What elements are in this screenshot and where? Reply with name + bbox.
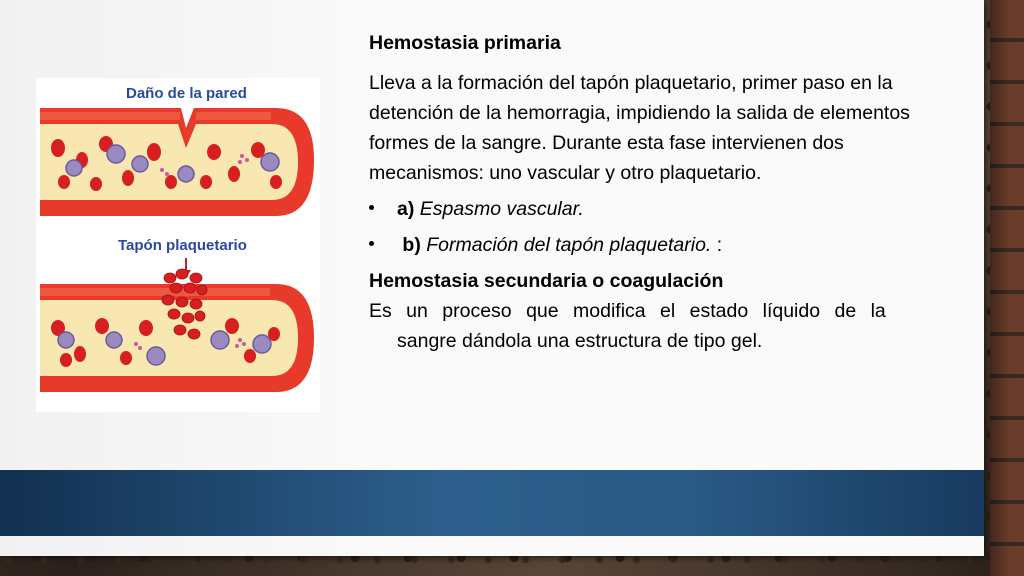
bullet-dot-icon: [369, 205, 374, 210]
bullet-text: Formación del tapón plaquetario.: [426, 234, 712, 256]
damaged-vessel: [40, 108, 314, 216]
heading-secondary-hemostasis: Hemostasia secundaria o coagulación: [369, 270, 724, 292]
slide-text-content: [369, 28, 961, 356]
bullet-suffix: :: [711, 234, 723, 256]
bullet-item: [369, 230, 961, 260]
bullet-prefix: a): [397, 198, 415, 220]
label-platelet-plug: Tapón plaquetario: [118, 237, 247, 254]
footer-bar: [0, 470, 984, 536]
bullet-prefix: b): [402, 234, 421, 256]
brick-wall-background: [990, 0, 1024, 576]
label-wall-damage: Daño de la pared: [126, 85, 247, 102]
secondary-paragraph-line2: sangre dándola una estructura de tipo gel.: [397, 330, 763, 352]
vessel-diagram: [36, 78, 320, 412]
plugged-vessel: [40, 269, 314, 392]
primary-hemostasis-paragraph: Lleva a la formación del tapón plaquetario, primer paso en la detención de la hemorragia, impidiendo la salida de elementos formes de la sangre. Durante esta fase intervienen dos mecanismos: uno vascular y otro plaquetario.: [369, 72, 910, 184]
bullet-item: [369, 194, 961, 224]
secondary-paragraph-line1: Es un proceso que modifica el estado líquido de la: [369, 300, 886, 322]
heading-primary-hemostasis: Hemostasia primaria: [369, 32, 561, 54]
bullet-dot-icon: [369, 241, 374, 246]
bullet-text: Espasmo vascular.: [419, 198, 584, 220]
hemostasis-illustration: [36, 78, 320, 412]
